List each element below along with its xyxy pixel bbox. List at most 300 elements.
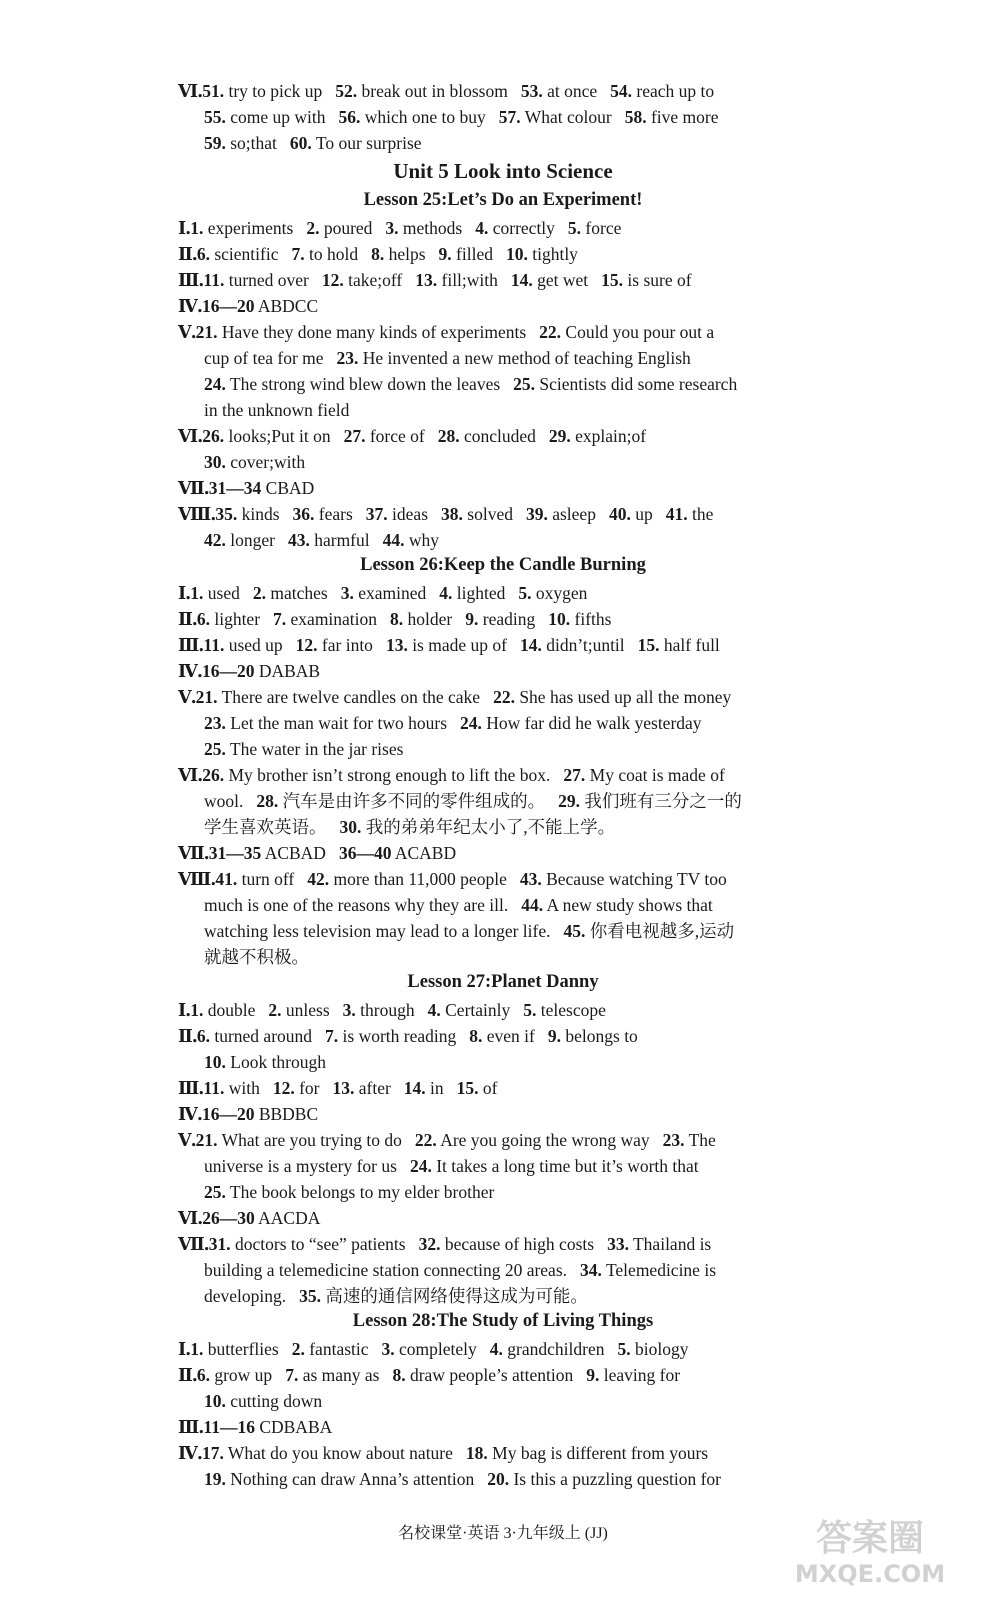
answer-item [439, 583, 505, 603]
section-numeral: Ⅲ. [178, 636, 204, 656]
answer-text: Are you going the wrong way [436, 1130, 650, 1150]
answer-item [299, 1286, 588, 1306]
page-footer: 名校课堂·英语 3·九年级上 (JJ) [398, 1525, 608, 1542]
answer-text: fantastic [304, 1339, 369, 1359]
answer-text: doctors to “see” patients [230, 1234, 406, 1254]
answer-item [204, 947, 309, 967]
question-number: 29. [548, 426, 571, 446]
answer-item [382, 1339, 477, 1359]
question-number: 6. [196, 609, 210, 629]
answer-line [204, 1179, 854, 1205]
answer-text: fifths [570, 609, 612, 629]
section-numeral: Ⅳ. [178, 662, 202, 682]
answer-item [196, 322, 526, 342]
unit-title: Unit 5 Look into Science [393, 159, 613, 183]
section-numeral: Ⅰ. [178, 1340, 191, 1360]
answer-item [506, 244, 578, 264]
question-number: 29. [558, 791, 580, 811]
answer-text: is sure of [623, 270, 692, 290]
answer-item [340, 817, 616, 837]
answer-line [178, 241, 828, 268]
question-number: 31—35 [208, 843, 262, 863]
answer-text: reach up to [632, 81, 715, 101]
answer-item [563, 765, 724, 785]
question-number: 3. [381, 1339, 395, 1359]
answer-line [178, 997, 828, 1024]
answer-text: 我们班有三分之一的 [580, 791, 742, 811]
answer-item [511, 270, 588, 290]
question-number: 5. [523, 1000, 537, 1020]
answer-item [203, 270, 308, 290]
answer-line [204, 788, 854, 814]
question-number: 16—20 [201, 1104, 255, 1124]
answer-text: through [355, 1000, 415, 1020]
answer-text: even if [482, 1026, 535, 1046]
answer-line [178, 632, 828, 659]
answer-item [202, 1104, 318, 1124]
answer-item [256, 791, 545, 811]
answer-text: What do you know about nature [223, 1443, 453, 1463]
answer-item [526, 504, 596, 524]
answer-text: leaving for [599, 1365, 681, 1385]
answer-text: used up [224, 635, 283, 655]
question-number: 20. [487, 1469, 510, 1489]
question-number: 4. [475, 218, 489, 238]
answer-item [202, 765, 550, 785]
question-number: 52. [335, 81, 358, 101]
answer-item [253, 583, 328, 603]
answer-line [178, 1231, 828, 1258]
answer-text: Nothing can draw Anna’s attention [225, 1469, 475, 1489]
question-number: 36—40 [338, 843, 392, 863]
question-number: 26. [202, 426, 225, 446]
answer-line [204, 1153, 854, 1179]
answer-text: solved [462, 504, 513, 524]
answer-text: examined [353, 583, 427, 603]
answer-item [202, 661, 320, 681]
answer-item [548, 609, 611, 629]
answer-item [460, 713, 702, 733]
answer-item [385, 218, 462, 238]
answer-item [202, 296, 318, 316]
answer-line [178, 606, 828, 633]
question-number: 10. [204, 1391, 226, 1411]
answer-item [204, 895, 508, 915]
answer-item [204, 817, 327, 837]
answer-text: ideas [387, 504, 429, 524]
answer-item [204, 374, 500, 394]
question-number: 23. [336, 348, 359, 368]
question-number: 59. [204, 133, 226, 153]
answer-text: of [478, 1078, 498, 1098]
answer-text: Because watching TV too [541, 869, 727, 889]
answer-item [204, 1182, 494, 1202]
answer-item [306, 218, 372, 238]
answer-text: building a telemedicine station connecting 20 areas. [204, 1260, 568, 1280]
answer-text: explain;of [570, 426, 647, 446]
answer-item [366, 504, 428, 524]
answer-item [204, 530, 275, 550]
answer-line [178, 1101, 828, 1128]
answer-item [291, 244, 358, 264]
answer-item [190, 1000, 255, 1020]
answer-text: ABDCC [254, 296, 319, 316]
answer-text: filled [451, 244, 493, 264]
section-numeral: Ⅰ. [178, 1001, 191, 1021]
answer-item [638, 635, 720, 655]
question-number: 27. [563, 765, 586, 785]
answer-item [558, 791, 742, 811]
answer-text: why [404, 530, 440, 550]
answer-line [204, 104, 854, 130]
question-number: 36. [292, 504, 315, 524]
answer-item [288, 530, 370, 550]
answer-text: which one to buy [360, 107, 486, 127]
question-number: 51. [202, 81, 225, 101]
answer-text: methods [398, 218, 463, 238]
section-numeral: Ⅵ. [178, 427, 203, 447]
answer-text: The [684, 1130, 716, 1150]
answer-text: cutting down [225, 1391, 323, 1411]
question-number: 12. [321, 270, 344, 290]
question-number: 7. [273, 609, 287, 629]
answer-item [586, 1365, 680, 1385]
answer-line [204, 1257, 854, 1283]
answer-item [438, 426, 536, 446]
answer-text: grandchildren [502, 1339, 605, 1359]
answer-text: draw people’s attention [405, 1365, 574, 1385]
question-number: 3. [340, 583, 354, 603]
answer-text: double [203, 1000, 256, 1020]
answer-item [548, 1026, 638, 1046]
answer-item [196, 1130, 402, 1150]
answer-item [197, 1026, 312, 1046]
answer-text: How far did he walk yesterday [481, 713, 702, 733]
answer-item [204, 1391, 322, 1411]
question-number: 41. [665, 504, 688, 524]
section-numeral: Ⅱ. [178, 245, 197, 265]
answer-item [465, 609, 535, 629]
answer-text: The water in the jar rises [225, 739, 404, 759]
question-number: 5. [617, 1339, 631, 1359]
answer-line [204, 710, 854, 736]
answer-item [475, 218, 555, 238]
answer-text: more than 11,000 people [329, 869, 507, 889]
answer-text: To our surprise [311, 133, 422, 153]
question-number: 22. [493, 687, 515, 707]
answer-text: CDBABA [254, 1417, 333, 1437]
answer-line [204, 814, 854, 840]
answer-text: scientific [209, 244, 279, 264]
answer-item [204, 739, 403, 759]
section-numeral: Ⅲ. [178, 271, 204, 291]
answer-text: turn off [237, 869, 295, 889]
answer-item [204, 348, 324, 368]
answer-text: wool. [204, 791, 244, 811]
question-number: 9. [547, 1026, 561, 1046]
section-numeral: Ⅷ. [178, 505, 216, 525]
answer-item [204, 1156, 397, 1176]
answer-item [607, 1234, 711, 1254]
answer-item [610, 81, 714, 101]
answer-line [178, 1440, 828, 1467]
question-number: 5. [567, 218, 582, 238]
answer-line [178, 319, 828, 346]
question-number: 12. [295, 635, 318, 655]
question-number: 9. [465, 609, 479, 629]
answer-item [204, 107, 326, 127]
answer-item [383, 530, 439, 550]
answer-text: with [224, 1078, 260, 1098]
answer-text: developing. [204, 1286, 287, 1306]
answer-text: to hold [304, 244, 359, 264]
answer-item [332, 1078, 390, 1098]
question-number: 44. [521, 895, 544, 915]
answer-text: harmful [309, 530, 370, 550]
question-number: 35. [215, 504, 238, 524]
question-number: 32. [418, 1234, 441, 1254]
answer-text: belongs to [561, 1026, 638, 1046]
question-number: 10. [505, 244, 528, 264]
question-number: 2. [268, 1000, 282, 1020]
answer-item [341, 583, 427, 603]
answer-item [466, 1443, 708, 1463]
answer-text: is made up of [407, 635, 507, 655]
answer-item [268, 1000, 329, 1020]
answer-text: the [687, 504, 714, 524]
answer-text: far into [317, 635, 373, 655]
answer-item [190, 1339, 278, 1359]
answer-item [520, 869, 727, 889]
question-number: 13. [332, 1078, 355, 1098]
answer-item [564, 921, 735, 941]
question-number: 6. [196, 244, 210, 264]
question-number: 7. [325, 1026, 339, 1046]
answer-item [523, 1000, 606, 1020]
answer-text: as many as [298, 1365, 380, 1385]
answer-text: My bag is different from yours [487, 1443, 709, 1463]
answer-text: asleep [547, 504, 596, 524]
answer-item [273, 609, 377, 629]
answer-item [203, 635, 282, 655]
answer-text: come up with [225, 107, 326, 127]
answer-item [307, 869, 507, 889]
answer-line [178, 423, 828, 450]
answer-item [290, 133, 422, 153]
question-number: 30. [204, 452, 226, 472]
answer-line [178, 1336, 828, 1363]
answer-text: cup of tea for me [204, 348, 324, 368]
question-number: 15. [456, 1078, 479, 1098]
answer-item [203, 1078, 259, 1098]
question-number: 35. [299, 1286, 322, 1306]
section-numeral: Ⅰ. [178, 219, 191, 239]
question-number: 25. [513, 374, 536, 394]
answer-text: didn’t;until [541, 635, 625, 655]
answer-item [202, 1208, 320, 1228]
answer-text: lighter [209, 609, 261, 629]
answer-text: 高速的通信网络使得这成为可能。 [321, 1286, 588, 1306]
watermark-text: 答案圈 [815, 1518, 925, 1559]
answer-text: Have they done many kinds of experiments [217, 322, 527, 342]
answer-text: There are twelve candles on the cake [217, 687, 481, 707]
section-numeral: Ⅳ. [178, 1105, 202, 1125]
answer-line [178, 684, 828, 711]
question-number: 8. [392, 1365, 406, 1385]
question-number: 2. [306, 218, 320, 238]
question-number: 55. [204, 107, 226, 127]
question-number: 6. [196, 1026, 210, 1046]
answer-text: experiments [203, 218, 294, 238]
answer-line [204, 918, 854, 944]
question-number: 16—20 [201, 296, 255, 316]
question-number: 7. [291, 244, 305, 264]
question-number: 1. [190, 218, 204, 238]
answer-item [601, 270, 691, 290]
answer-text: in the unknown field [204, 400, 350, 420]
answer-text: concluded [459, 426, 536, 446]
answer-item [215, 504, 279, 524]
question-number: 30. [339, 817, 362, 837]
question-number: 3. [385, 218, 399, 238]
lesson-title: Lesson 27:Planet Danny [407, 972, 599, 992]
answer-line [178, 866, 828, 893]
answer-text: looks;Put it on [224, 426, 331, 446]
answer-item [190, 583, 240, 603]
answer-text: longer [225, 530, 275, 550]
answer-line [204, 892, 854, 918]
question-number: 3. [342, 1000, 356, 1020]
answer-item [568, 218, 621, 238]
question-number: 40. [608, 504, 631, 524]
answer-text: try to pick up [224, 81, 323, 101]
answer-text: tightly [527, 244, 578, 264]
answer-line [204, 736, 854, 762]
answer-item [204, 133, 277, 153]
question-number: 53. [520, 81, 543, 101]
answer-item [204, 452, 305, 472]
answer-text: Certainly [440, 1000, 511, 1020]
answer-text: Telemedicine is [601, 1260, 716, 1280]
answer-item [410, 1156, 699, 1176]
answer-item [204, 1469, 474, 1489]
answer-item [292, 1339, 369, 1359]
answer-line [204, 1388, 854, 1414]
answer-item [209, 478, 315, 498]
answer-item [202, 426, 330, 446]
section-numeral: Ⅵ. [178, 766, 203, 786]
question-number: 9. [438, 244, 452, 264]
answer-text: completely [394, 1339, 477, 1359]
question-number: 18. [465, 1443, 488, 1463]
answer-text: force of [365, 426, 425, 446]
answer-line [178, 1362, 828, 1389]
answer-text: half full [659, 635, 720, 655]
section-numeral: Ⅷ. [178, 870, 216, 890]
question-number: 45. [563, 921, 586, 941]
answer-item [392, 1365, 573, 1385]
answer-text: holder [403, 609, 453, 629]
answer-text: 你看电视越多,运动 [585, 921, 735, 941]
answer-line [178, 501, 828, 528]
question-number: 1. [190, 583, 204, 603]
answer-text: in [425, 1078, 444, 1098]
question-number: 6. [196, 1365, 210, 1385]
answer-line [178, 1205, 828, 1232]
question-number: 8. [469, 1026, 483, 1046]
answer-line [178, 658, 828, 685]
answer-text: break out in blossom [357, 81, 508, 101]
question-number: 21. [195, 687, 218, 707]
question-number: 26—30 [202, 1208, 255, 1228]
question-number: 41. [215, 869, 238, 889]
section-numeral: Ⅱ. [178, 610, 197, 630]
question-number: 21. [195, 1130, 218, 1150]
answer-text: up [630, 504, 653, 524]
answer-item [202, 81, 322, 101]
answer-item [190, 218, 293, 238]
answer-text: for [294, 1078, 320, 1098]
answer-line [178, 1023, 828, 1050]
answer-text: turned around [209, 1026, 313, 1046]
answer-text: What are you trying to do [217, 1130, 402, 1150]
answer-text: Could you pour out a [561, 322, 715, 342]
question-number: 37. [365, 504, 388, 524]
section-numeral: Ⅵ. [178, 82, 203, 102]
answer-text: He invented a new method of teaching English [358, 348, 691, 368]
answer-item [322, 270, 402, 290]
answer-line [204, 345, 854, 371]
answer-item [203, 1417, 332, 1437]
question-number: 8. [390, 609, 404, 629]
answer-text: The book belongs to my elder brother [225, 1182, 495, 1202]
question-number: 7. [285, 1365, 299, 1385]
answer-text: Scientists did some research [535, 374, 738, 394]
answer-text: 我的弟弟年纪太小了,不能上学。 [361, 817, 616, 837]
answer-item [441, 504, 513, 524]
answer-text: AACDA [254, 1208, 321, 1228]
answer-text: ACBAD [261, 843, 326, 863]
answer-item [490, 1339, 605, 1359]
answer-item [325, 1026, 456, 1046]
answer-item [539, 322, 714, 342]
question-number: 23. [662, 1130, 685, 1150]
question-number: 9. [586, 1365, 600, 1385]
section-numeral: Ⅶ. [178, 1235, 209, 1255]
answer-line [178, 840, 828, 867]
answer-item [204, 1052, 326, 1072]
question-number: 11. [203, 635, 225, 655]
answer-text: force [581, 218, 622, 238]
question-number: 13. [385, 635, 408, 655]
question-number: 28. [437, 426, 460, 446]
answer-item [285, 1365, 379, 1385]
question-number: 43. [287, 530, 310, 550]
section-numeral: Ⅶ. [178, 844, 209, 864]
question-number: 58. [624, 107, 647, 127]
answer-item [428, 1000, 511, 1020]
answer-line [178, 1075, 828, 1102]
answer-text: Is this a puzzling question for [509, 1469, 722, 1489]
question-number: 56. [338, 107, 361, 127]
answer-item [390, 609, 452, 629]
answer-text: helps [384, 244, 426, 264]
answer-text: correctly [488, 218, 555, 238]
answer-text: fears [314, 504, 353, 524]
answer-text: five more [646, 107, 719, 127]
answer-line [204, 371, 854, 397]
section-numeral: Ⅱ. [178, 1027, 197, 1047]
